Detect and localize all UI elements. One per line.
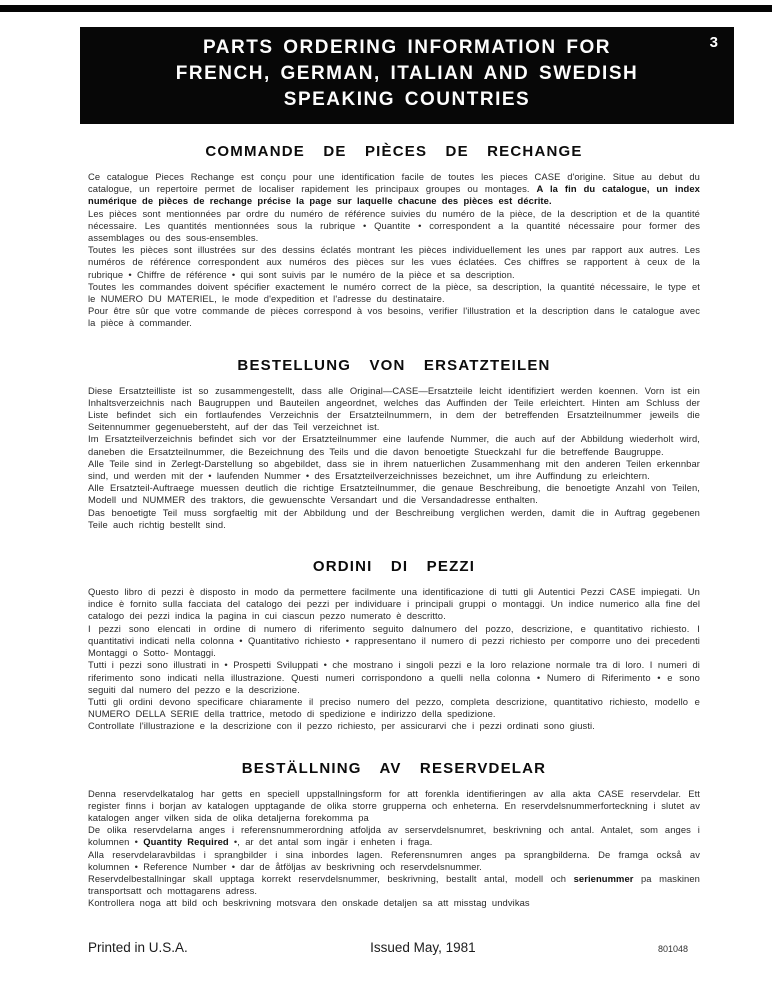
section-german [88, 357, 700, 531]
text-run: Tutti i pezzi sono illustrati in • Prospetti Sviluppati • che mostrano i singoli pezzi e la loro relazione normale tra di loro. I numeri di riferimento sono indicati nella illustrazione. Questi numeri corrispondono a quelli nella colonna • Numero di Riferimento • e sono seguiti dal numero del pezzo e la descrizione. [88, 659, 700, 695]
text-run: Denna reservdelkatalog har getts en speciell uppstallningsform for att forenkla identifieringen av alla akta CASE reservdelar. Ett register finns i borjan av katalogen upptagande de olika storre grupperna och enheterna. En reservdelsnummerforteckning i slutet av katalogen anger vilken sida de olika detaljerna forekomma pa [88, 787, 700, 823]
text-run: Ce catalogue Pieces Rechange est conçu pour une identification facile de toutes les pieces CASE d'origine. Situe au debut du catalogue, un repertoire permet de localiser rapidement les principaux groupes ou montages. [88, 171, 700, 195]
text-run: I pezzi sono elencati in ordine di numero di riferimento seguito dalnumero del pozzo, descrizione, e quantitativo richiesto. I quantitativi indicati nella colonna • Quantitativo richiesto • rappresentano il numero di pezzi richiesto per comporre uno dei precedenti Montaggi o Sotto- Montaggi. [88, 622, 700, 659]
paragraph [88, 458, 700, 482]
paragraph [88, 696, 700, 720]
text-run: Quantity Required [143, 836, 229, 848]
text-run: Alle Ersatzteil-Auftraege muessen deutlich die richtige Ersatzteilnummer, die genaue Beschreibung, die benoetigte Anzahl von Teilen, Modell und NUMMER des traktors, die gewuenschte Versandart und die Versandadresse enthalten. [88, 482, 700, 506]
banner-title [80, 27, 734, 113]
text-run: Pour être sûr que votre commande de pièces correspond à vos besoins, verifier l'illustration et la description dans le catalogue avec la pièce à commander. [88, 305, 700, 329]
text-run: Reservdelbestallningar skall upptaga korrekt reservdelsnummer, beskrivning, bestallt antal, modell och [88, 872, 574, 884]
text-run: Controllate l'illustrazione e la descrizione con il pezzo richiesto, per assicurarvi che i pezzi ordinati sono giusti. [88, 720, 595, 732]
paragraph [88, 659, 700, 696]
header-banner [80, 27, 734, 124]
paragraph [88, 208, 700, 245]
scan-artifact-strip [0, 5, 772, 12]
paragraph [88, 385, 700, 434]
banner-title-line-3: SPEAKING COUNTRIES [283, 89, 531, 110]
section-heading-italian: ORDINI DI PEZZI [312, 558, 476, 576]
text-run: Im Ersatzteilverzeichnis befindet sich vor der Ersatzteilnummer eine laufende Nummer, die auch auf der Abbildung wiederholt wird, daneben die Ersatzteilnummer, die Bezeichnung des Teils und die davon benoetigte Stueckzahl fur die betreffende Baugruppe. [88, 433, 700, 457]
text-run: serienummer [573, 872, 634, 884]
paragraph [88, 586, 700, 623]
section-french [88, 143, 700, 330]
page-number: 3 [709, 34, 718, 51]
text-run: Toutes les pièces sont illustrées sur des dessins éclatés montrant les pièces individuellement les unes par rapport aux autres. Les numéros de référence correspondent aux numéros des pièces sur les vues éclatées. Ces chiffres se rapportent à ceux de la rubrique • Chiffre de référence • qui sont suivis par le numéro de la pièce et sa description. [88, 244, 700, 280]
section-heading-german: BESTELLUNG VON ERSATZTEILEN [237, 356, 551, 374]
paragraph [88, 482, 700, 506]
paragraph [88, 873, 700, 897]
section-heading-swedish: BESTÄLLNING AV RESERVDELAR [241, 759, 547, 777]
text-run: Les pièces sont mentionnées par ordre du numéro de référence suivies du numéro de la pièce, de la description et de la quantité nécessaire. Les quantités mentionnées sous la rubrique • Quantite • correspondent a la quantité nécessaire pour former des assemblages ou des sous-ensembles. [88, 207, 700, 244]
text-run: Questo libro di pezzi è disposto in modo da permettere facilmente una identificazione di tutti gli Autentici Pezzi CASE impiegati. Un indice è fornito sulla facciata del catalogo dei pezzi per individuare i principali gruppi o montaggi. Un indice numerico alla fine del catalogo dei pezzi indica la pagina in cui ciascun pezzo numerato è descritto. [88, 586, 700, 622]
banner-title-line-1: PARTS ORDERING INFORMATION FOR [203, 37, 611, 58]
paragraph [88, 433, 700, 457]
text-run: •, ar det antal som ingär i enheten i fraga. [228, 836, 433, 848]
text-run: Diese Ersatzteilliste ist so zusammengestellt, dass alle Original—CASE—Ersatzteile leicht identifiziert werden koennen. Vorn ist ein Inhaltsverzeichnis nach Baugruppen und Bauteilen angeordnet, welches das Auffinden der Teile erleichtert. Hinten am Schluss der Liste befindet sich ein fortlaufendes Verzeichnis der Ersatzteilnummern, in dem der betreffenden Ersatzteilnummer jeweils die Seitennummer gegenuebersteht, auf der das Teil verzeichnet ist. [88, 384, 700, 433]
paragraph [88, 507, 700, 531]
section-swedish [88, 760, 700, 910]
paragraph [88, 244, 700, 281]
section-italian [88, 558, 700, 732]
text-run: Toutes les commandes doivent spécifier exactement le numéro correct de la pièce, sa description, la quantité nécessaire, le type et le NUMERO DU MATERIEL, le mode d'expedition et l'adresse du destinataire. [88, 280, 700, 305]
paragraph [88, 849, 700, 873]
footer [0, 910, 772, 955]
text-run: Kontrollera noga att bild och beskrivning motsvara den onskade detaljen sa att misstag undvikas [88, 897, 530, 909]
text-run: Alla reservdelaravbildas i sprangbilder i sina inbordes lagen. Referensnumren anges pa sprangbilderna. De framga också av kolumnen • Reference Number • dar de åtföljas av beskrivning och reservdelsnummer. [88, 848, 700, 872]
text-run: De olika reservdelarna anges i referensnummerordning atfoljda av serservdelsnumret, beskrivning och antal. Antalet, som anges i kolumnen • [88, 824, 700, 848]
text-run: Tutti gli ordini devono specificare chiaramente il preciso numero del pezzo, completa descrizione, quantitativo richiesto, modello e NUMERO DELLA SERIE della trattrice, metodo di spedizione e indirizzo della spedizione. [88, 695, 700, 720]
banner-title-line-2: FRENCH, GERMAN, ITALIAN AND SWEDISH [175, 63, 639, 84]
paragraph [88, 897, 700, 909]
paragraph [88, 281, 700, 305]
sections-container [0, 143, 772, 910]
paragraph [88, 824, 700, 848]
paragraph [88, 623, 700, 660]
text-run: A la fin du catalogue, un index numérique de pièces de rechange précise la page sur laquelle chacune des pièces est décrite. [88, 183, 700, 207]
paragraph [88, 788, 700, 825]
footer-printed-in: Printed in U.S.A. [88, 939, 188, 955]
paragraph [88, 171, 700, 208]
footer-form-number: 801048 [657, 943, 688, 954]
paragraph [88, 305, 700, 329]
footer-issue-date: Issued May, 1981 [370, 939, 476, 955]
text-run: Das benoetigte Teil muss sorgfaeltig mit der Abbildung und der Beschreibung verglichen werden, damit die in Auftrag gegebenen Teile auch richtig bestellt sind. [88, 506, 700, 530]
text-run: pa maskinen transportsatt och mottagarens adress. [88, 872, 700, 897]
paragraph [88, 720, 700, 732]
text-run: Alle Teile sind in Zerlegt-Darstellung so abgebildet, dass sie in ihrem natuerlichen Zusammenhang mit den anderen Teilen erkennbar sind, und werden mit der • laufenden Nummer • des Ersatzteilverzeichnisses bezeichnet, um ihre Auffindung zu erleichtern. [88, 457, 700, 482]
section-heading-french: COMMANDE DE PIÈCES DE RECHANGE [205, 143, 583, 160]
